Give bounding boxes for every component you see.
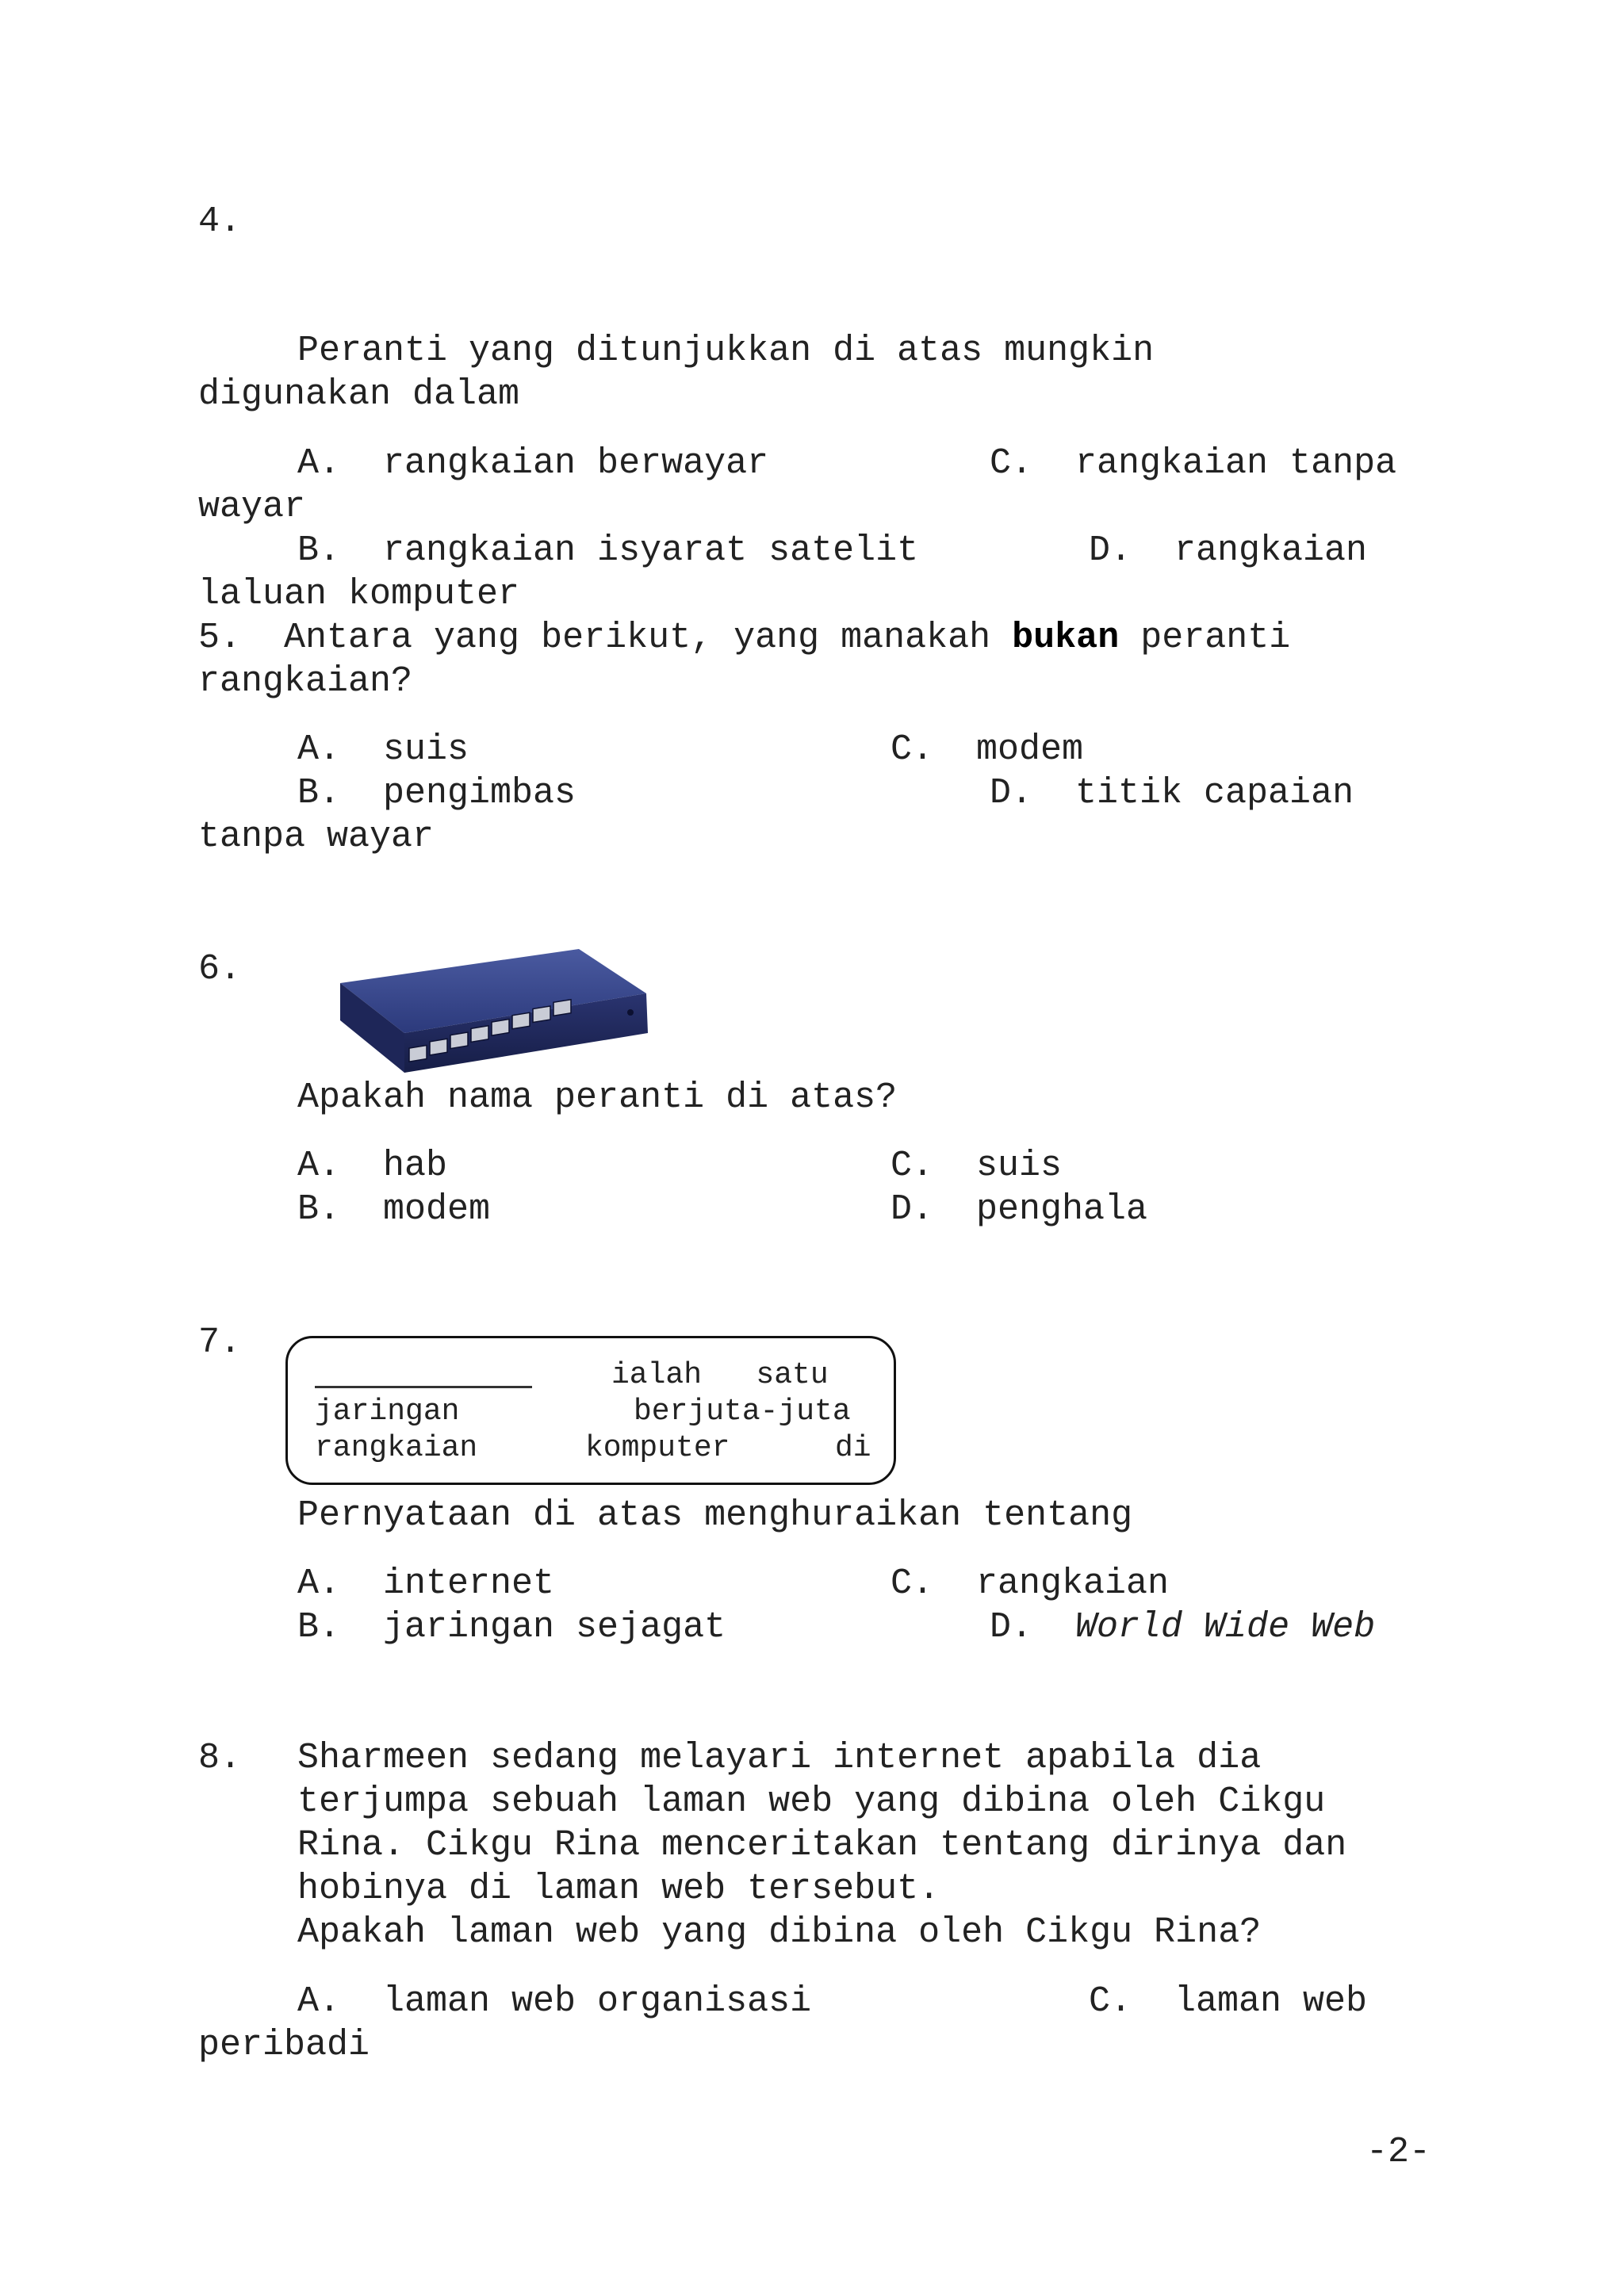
q8-option-c-cont: peribadi [198,2025,370,2065]
q4-option-d: D. rangkaian [1089,530,1368,571]
q7-option-d-text: World Wide Web [1075,1607,1376,1647]
q4-stem-line2: digunakan dalam [198,374,520,415]
q5-stem-line2: rangkaian? [198,661,413,702]
q4-option-c-cont: wayar [198,487,306,527]
q7-box-line3-right: di [835,1431,871,1465]
q4-option-a: A. rangkaian berwayar [297,443,769,484]
q5-option-c: C. modem [891,729,1084,770]
q4-option-c: C. rangkaian tanpa [990,443,1397,484]
q5-option-d-cont: tanpa wayar [198,817,435,857]
q8-stem-line5: Apakah laman web yang dibina oleh Cikgu Rina? [297,1912,1262,1953]
q7-option-a: A. internet [297,1563,555,1604]
q5-stem-line1 [198,616,1290,660]
q6-stem: Apakah nama peranti di atas? [297,1077,898,1118]
q7-option-c: C. rangkaian [891,1563,1170,1604]
q7-number: 7. [198,1322,242,1363]
q7-option-d-letter: D. [990,1607,1076,1647]
q5-option-d: D. titik capaian [990,773,1354,813]
q7-box-line3-mid: komputer [585,1431,730,1465]
q8-stem-line3: Rina. Cikgu Rina menceritakan tentang dirinya dan [297,1825,1347,1866]
q5-option-b: B. pengimbas [297,773,576,813]
q7-option-b: B. jaringan sejagat [297,1607,726,1647]
q4-option-d-cont: laluan komputer [198,574,520,614]
q5-option-a: A. suis [297,729,469,770]
q4-stem-line1: Peranti yang ditunjukkan di atas mungkin [297,331,1155,371]
q7-box-line2-left: jaringan [315,1395,460,1429]
q6-option-c: C. suis [891,1146,1063,1186]
q4-option-b: B. rangkaian isyarat satelit [297,530,919,571]
q4-number: 4. [198,201,242,242]
q6-option-b: B. modem [297,1189,491,1230]
q8-number: 8. [198,1738,242,1778]
page-number: -2- [1366,2132,1431,2172]
q5-emphasis-word: bukan [1012,618,1120,658]
q7-box-line1: ialah satu [611,1358,829,1392]
q6-option-a: A. hab [297,1146,448,1186]
q6-option-d: D. penghala [891,1189,1148,1230]
q7-stem: Pernyataan di atas menghuraikan tentang [297,1495,1133,1536]
q7-box-line2-right: berjuta-juta [634,1395,851,1429]
q8-stem-line1: Sharmeen sedang melayari internet apabila dia [297,1738,1262,1778]
q7-option-d [990,1605,1375,1649]
q8-option-a: A. laman web organisasi [297,1981,812,2022]
q6-number: 6. [198,949,242,989]
q8-stem-line2: terjumpa sebuah laman web yang dibina oleh Cikgu [297,1781,1326,1822]
q5-stem-start: 5. Antara yang berikut, yang manakah [198,618,1013,658]
network-switch-image [337,939,654,1078]
q8-stem-line4: hobinya di laman web tersebut. [297,1869,940,1909]
q7-box-line3-left: rangkaian [315,1431,478,1465]
q7-blank-line [315,1386,532,1388]
q8-option-c: C. laman web [1089,1981,1368,2022]
q5-stem-end: peranti [1119,618,1291,658]
